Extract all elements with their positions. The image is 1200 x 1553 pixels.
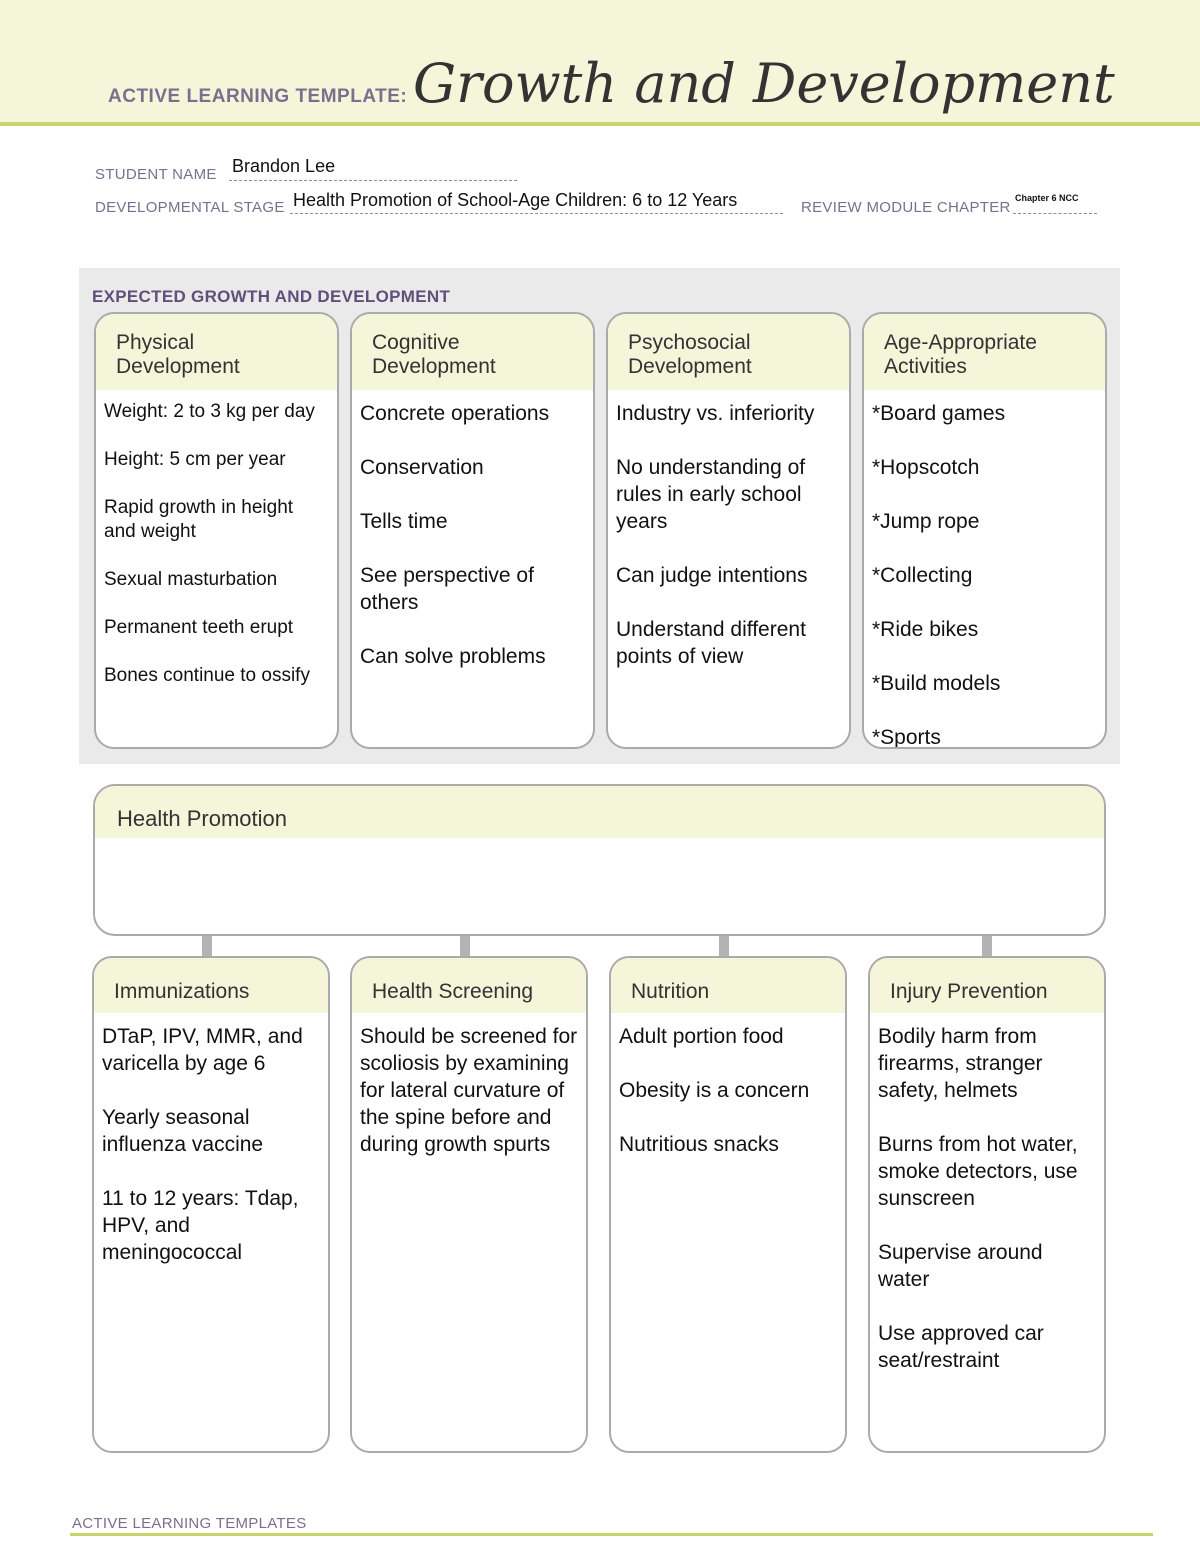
physical-development-heading: Physical Development — [96, 314, 337, 390]
cognitive-item: Can solve problems — [360, 645, 546, 668]
injury-prevention-card — [868, 956, 1106, 1453]
age-appropriate-activities-heading: Age-Appropriate Activities — [864, 314, 1105, 390]
immunizations-heading: Immunizations — [94, 958, 328, 1013]
age-appropriate-activities-body[interactable] — [864, 390, 1105, 749]
psychosocial-item: No understanding of rules in early school years — [616, 456, 806, 533]
physical-item: Rapid growth in height and weight — [104, 497, 294, 542]
physical-development-card — [94, 312, 339, 749]
psychosocial-item: Industry vs. inferiority — [616, 402, 815, 425]
nutrition-card — [609, 956, 847, 1453]
health-screening-heading: Health Screening — [352, 958, 586, 1013]
screening-item: Should be screened for scoliosis by examining for lateral curvature of the spine before and during growth spurts — [360, 1025, 578, 1156]
psychosocial-development-card — [606, 312, 851, 749]
psychosocial-development-heading: Psychosocial Development — [608, 314, 849, 390]
injury-prevention-heading: Injury Prevention — [870, 958, 1104, 1013]
developmental-stage-line — [290, 213, 783, 214]
activity-item: *Ride bikes — [872, 618, 979, 641]
nutrition-item: Adult portion food — [619, 1025, 784, 1048]
physical-item: Bones continue to ossify — [104, 665, 310, 686]
connector-nutrition — [719, 936, 729, 958]
injury-item: Use approved car seat/restraint — [878, 1322, 1044, 1372]
developmental-stage-value[interactable]: Health Promotion of School-Age Children: 6 to 12 Years — [293, 190, 738, 210]
activity-item: *Board games — [872, 402, 1006, 425]
physical-item: Height: 5 cm per year — [104, 449, 286, 470]
immunization-item: 11 to 12 years: Tdap, HPV, and meningococcal — [102, 1187, 299, 1264]
nutrition-body[interactable] — [611, 1013, 845, 1158]
activity-item: *Build models — [872, 672, 1001, 695]
health-promotion-card[interactable] — [93, 784, 1106, 936]
cognitive-development-heading: Cognitive Development — [352, 314, 593, 390]
physical-development-body[interactable] — [96, 390, 337, 688]
review-module-chapter-label: REVIEW MODULE CHAPTER — [801, 199, 1011, 216]
injury-prevention-body[interactable] — [870, 1013, 1104, 1374]
template-title: Growth and Development — [413, 52, 1115, 115]
immunizations-card — [92, 956, 330, 1453]
connector-health-screening — [460, 936, 470, 958]
activity-item: *Jump rope — [872, 510, 980, 533]
physical-item: Permanent teeth erupt — [104, 617, 294, 638]
developmental-stage-label: DEVELOPMENTAL STAGE — [95, 199, 285, 216]
student-name-value[interactable]: Brandon Lee — [232, 156, 336, 176]
student-name-label: STUDENT NAME — [95, 166, 217, 183]
cognitive-item: Conservation — [360, 456, 484, 479]
physical-item: Sexual masturbation — [104, 569, 278, 590]
immunization-item: Yearly seasonal influenza vaccine — [102, 1106, 264, 1156]
template-label: ACTIVE LEARNING TEMPLATE: — [108, 86, 408, 107]
immunization-item: DTaP, IPV, MMR, and varicella by age 6 — [102, 1025, 303, 1075]
student-name-line — [229, 180, 517, 181]
header-divider — [0, 122, 1200, 126]
activity-item: *Hopscotch — [872, 456, 980, 479]
physical-item: Weight: 2 to 3 kg per day — [104, 401, 315, 422]
psychosocial-item: Can judge intentions — [616, 564, 808, 587]
footer-text: ACTIVE LEARNING TEMPLATES — [72, 1515, 307, 1532]
injury-item: Burns from hot water, smoke detectors, use sunscreen — [878, 1133, 1078, 1210]
activity-item: *Collecting — [872, 564, 973, 587]
cognitive-item: Tells time — [360, 510, 448, 533]
cognitive-development-body[interactable] — [352, 390, 593, 670]
health-screening-card — [350, 956, 588, 1453]
psychosocial-development-body[interactable] — [608, 390, 849, 670]
cognitive-item: See perspective of others — [360, 564, 534, 614]
age-appropriate-activities-card — [862, 312, 1107, 749]
health-promotion-heading: Health Promotion — [95, 786, 1104, 838]
nutrition-item: Nutritious snacks — [619, 1133, 779, 1156]
nutrition-heading: Nutrition — [611, 958, 845, 1013]
health-screening-body[interactable] — [352, 1013, 586, 1158]
review-module-chapter-line — [1013, 213, 1097, 214]
cognitive-item: Concrete operations — [360, 402, 550, 425]
expected-growth-title: EXPECTED GROWTH AND DEVELOPMENT — [92, 287, 451, 306]
review-module-chapter-value[interactable]: Chapter 6 NCC — [1015, 193, 1079, 203]
connector-injury-prevention — [982, 936, 992, 958]
nutrition-item: Obesity is a concern — [619, 1079, 810, 1102]
activity-item: *Sports — [872, 726, 941, 749]
cognitive-development-card — [350, 312, 595, 749]
injury-item: Supervise around water — [878, 1241, 1043, 1291]
connector-immunizations — [202, 936, 212, 958]
injury-item: Bodily harm from firearms, stranger safety, helmets — [878, 1025, 1043, 1102]
immunizations-body[interactable] — [94, 1013, 328, 1266]
psychosocial-item: Understand different points of view — [616, 618, 806, 668]
footer-divider — [70, 1533, 1153, 1536]
